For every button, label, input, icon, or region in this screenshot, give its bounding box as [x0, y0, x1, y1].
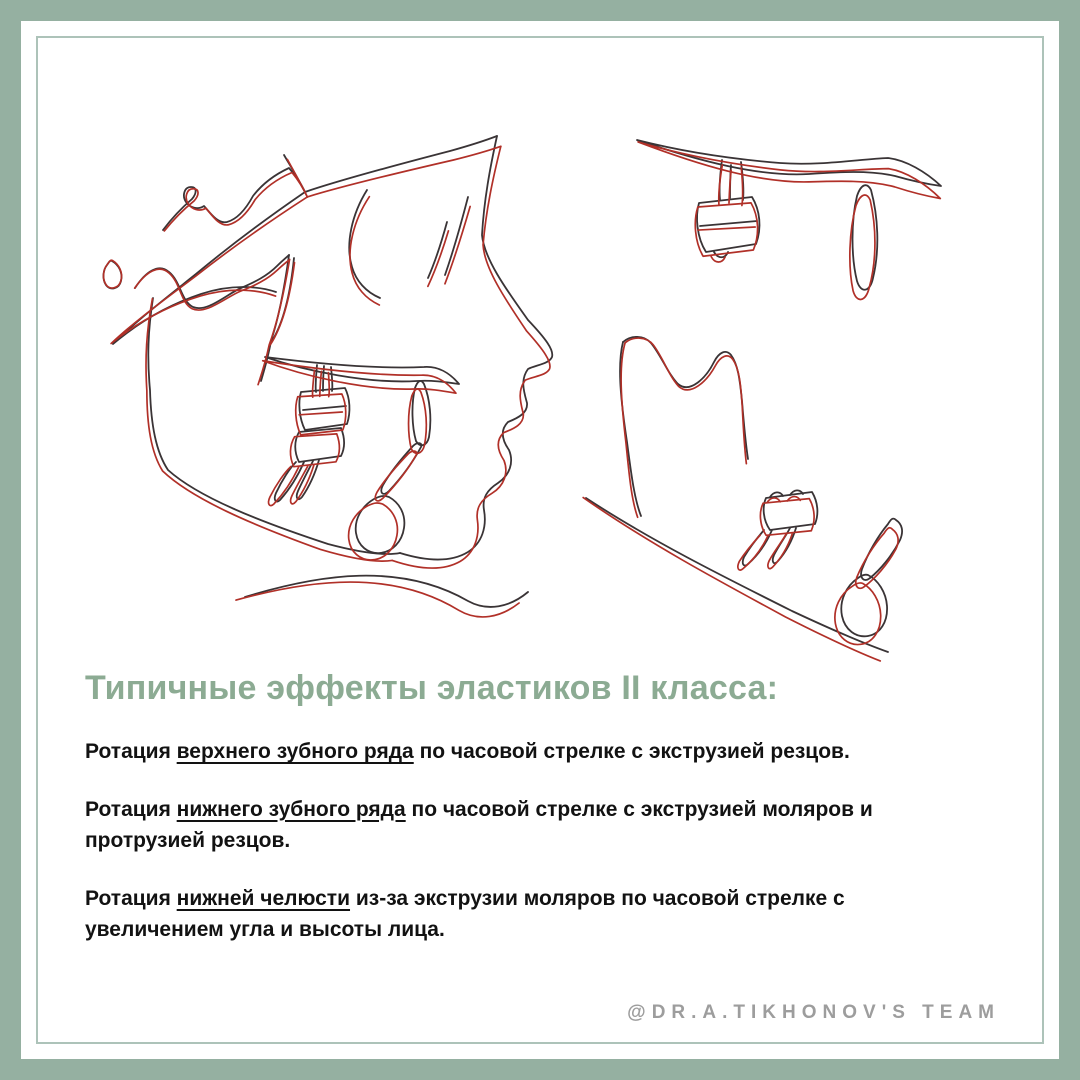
maxilla-tracing-red	[633, 142, 942, 302]
watermark-credit: @DR.A.TIKHONOV'S TEAM	[627, 1002, 1000, 1023]
profile-tracing-red	[94, 135, 556, 618]
effect-text: из-за экструзии моляров по часовой стрелке с увеличением угла и высоты лица.	[85, 886, 845, 941]
effect-text: по часовой стрелке с экструзией резцов.	[413, 740, 850, 763]
effect-term-underlined: нижнего зубного ряда	[176, 797, 406, 821]
effect-item-3	[85, 883, 975, 946]
mandible-tracing-red	[578, 336, 904, 661]
effect-term-underlined: нижней челюсти	[176, 886, 351, 910]
mandible-tracing-black	[586, 337, 902, 652]
profile-tracing-black	[103, 136, 552, 607]
effect-text: по часовой стрелке с экструзией моляров и протрузией резцов.	[85, 797, 873, 852]
effects-list	[85, 736, 975, 972]
effect-term-underlined: верхнего зубного ряда	[176, 740, 414, 763]
page-title: Типичные эффекты эластиков II класса:	[85, 668, 779, 707]
effect-text: Ротация	[85, 886, 177, 910]
effect-text: Ротация	[85, 797, 177, 821]
effect-item-1	[85, 736, 975, 768]
effect-item-2	[85, 794, 975, 857]
maxilla-tracing-black	[637, 140, 941, 290]
effect-text: Ротация	[85, 740, 177, 763]
